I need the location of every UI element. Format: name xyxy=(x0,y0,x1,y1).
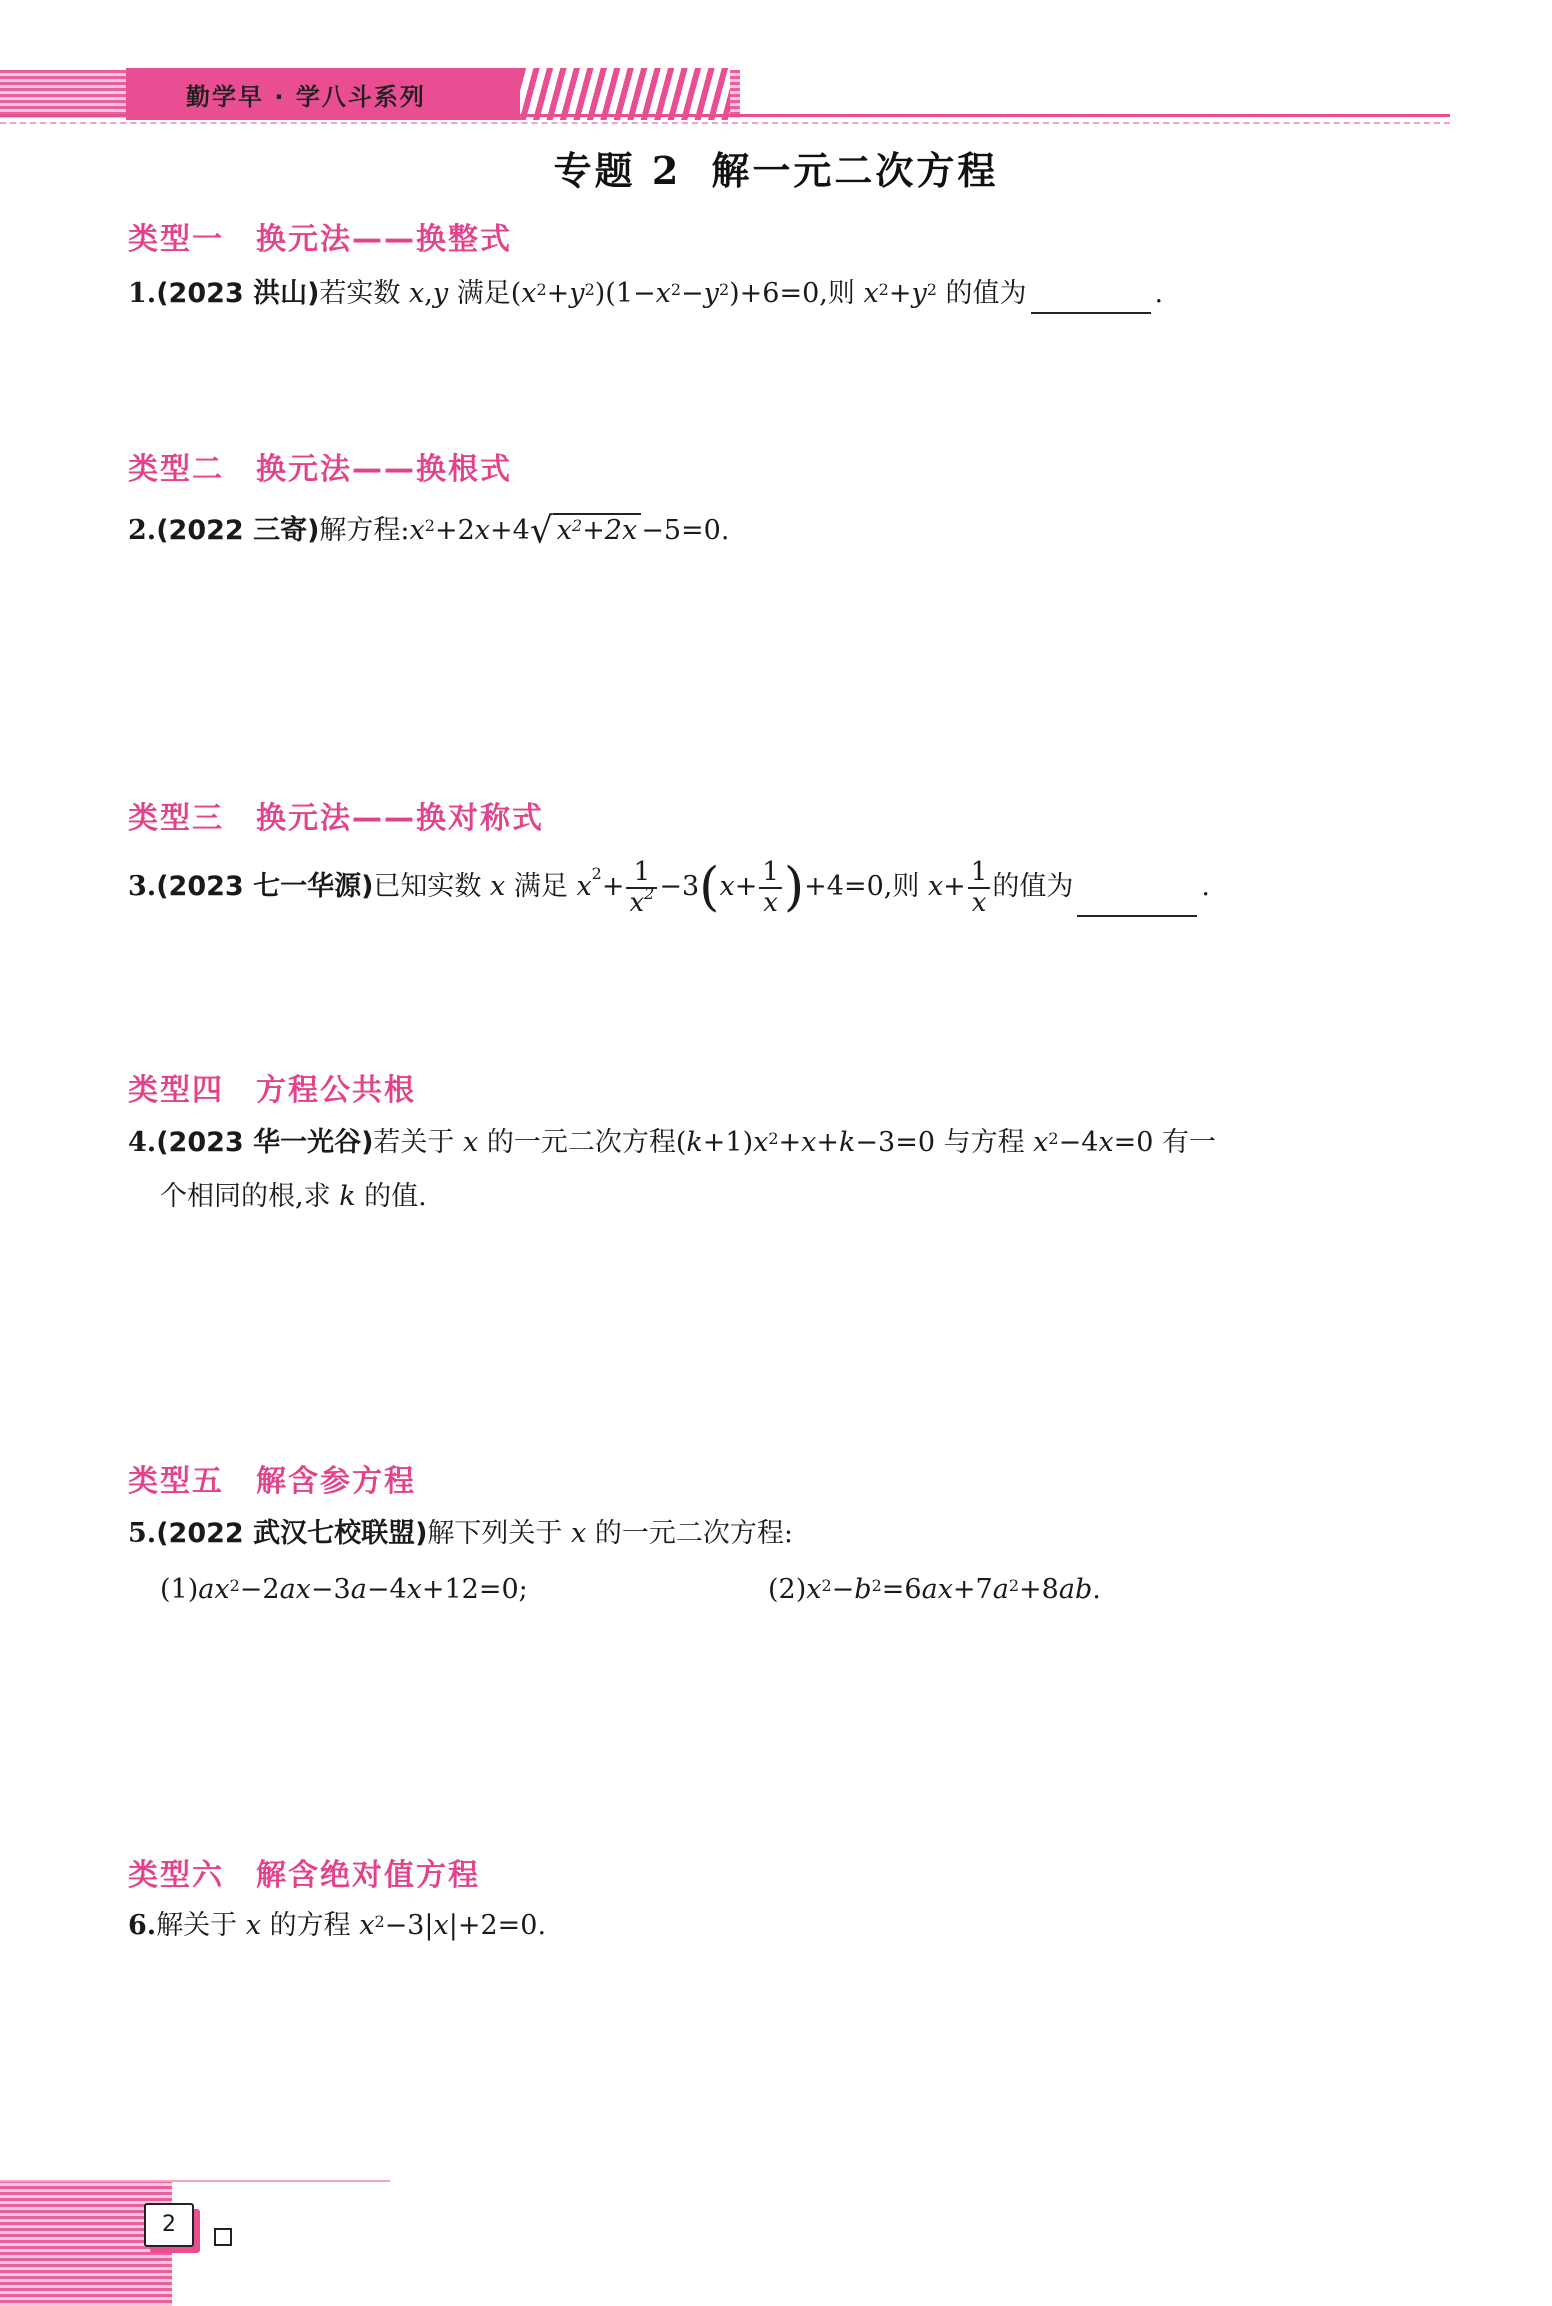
section-type: 类型二 xyxy=(128,452,224,487)
section-type: 类型三 xyxy=(128,801,224,836)
problem-number: 5. xyxy=(128,1518,157,1549)
problem-source: (2023 华一光谷) xyxy=(156,1127,374,1158)
problem-number: 3. xyxy=(128,871,157,903)
problem-text: 的一元二次方程: xyxy=(594,1518,793,1549)
section-heading-2 xyxy=(128,444,512,488)
section-name: 换元法——换对称式 xyxy=(256,801,544,836)
problem-text: 个相同的根,求 xyxy=(160,1181,331,1212)
problem-text: 满足 xyxy=(456,278,511,309)
problem-number: 4. xyxy=(128,1127,157,1158)
series-banner xyxy=(126,68,526,120)
section-heading-5 xyxy=(128,1456,416,1500)
problem-text: 若实数 xyxy=(319,278,401,309)
section-heading-6 xyxy=(128,1850,480,1894)
title-main: 解一元二次方程 xyxy=(711,148,999,193)
problem-5-part-2: $(2)x^2-b^2=6ax+7a^2+8ab$. xyxy=(768,1574,1101,1605)
header-rule xyxy=(0,114,1450,117)
section-name: 解含绝对值方程 xyxy=(256,1858,480,1893)
problem-text: 已知实数 xyxy=(373,871,482,903)
problem-5-part-1: $(1)ax^2-2ax-3a-4x+12=0$; xyxy=(160,1574,528,1605)
problem-text: 若关于 xyxy=(373,1127,455,1158)
page-title xyxy=(0,140,1552,195)
sub-label: (2) xyxy=(768,1574,807,1605)
section-name: 换元法——换根式 xyxy=(256,452,512,487)
problem-source: (2023 洪山) xyxy=(156,278,320,309)
page-number: 2 xyxy=(144,2203,194,2247)
problem-4-line2: 个相同的根,求 k 的值. xyxy=(160,1181,427,1212)
problem-1: 1.(2023 洪山)若实数 x,y 满足$(x^2+y^2)(1-x^2-y^2)+6=0$,则 $x^2+y^2$ 的值为 . xyxy=(128,274,1163,314)
fraction: $\frac{1}{x}$ xyxy=(759,858,782,917)
fraction: $\frac{1}{x}$ xyxy=(968,858,991,917)
section-type: 类型四 xyxy=(128,1073,224,1108)
section-name: 换元法——换整式 xyxy=(256,222,512,257)
problem-text: 满足 xyxy=(513,871,568,903)
section-name: 解含参方程 xyxy=(256,1464,416,1499)
section-heading-3 xyxy=(128,793,544,837)
problem-text: 解关于 xyxy=(156,1910,238,1941)
section-heading-1 xyxy=(128,214,512,258)
problem-text: 则 xyxy=(827,278,855,309)
problem-number: 2. xyxy=(128,515,157,546)
problem-text: 的方程 xyxy=(269,1910,351,1941)
sub-label: (1) xyxy=(160,1574,199,1605)
section-type: 类型五 xyxy=(128,1464,224,1499)
problem-number: 6. xyxy=(128,1910,157,1941)
section-type: 类型一 xyxy=(128,222,224,257)
sqrt-expression: √ $x^2+2x$ xyxy=(530,510,641,552)
problem-text: 则 xyxy=(892,871,920,903)
title-prefix: 专题 2 xyxy=(553,148,682,193)
footer-rule xyxy=(0,2180,390,2182)
problem-6: 6.解关于 x 的方程 $x^2-3|x|+2=0$. xyxy=(128,1910,547,1941)
problem-text: 的值为 xyxy=(945,278,1027,309)
header-slash-decoration xyxy=(520,68,730,120)
problem-text: 解方程: xyxy=(319,515,410,546)
problem-text: 的值为 xyxy=(992,871,1074,903)
fraction: $\frac{1}{x^2}$ xyxy=(626,858,657,917)
section-type: 类型六 xyxy=(128,1858,224,1893)
problem-number: 1. xyxy=(128,278,157,309)
section-name: 方程公共根 xyxy=(256,1073,416,1108)
problem-text: 有一 xyxy=(1162,1127,1217,1158)
problem-2: 2.(2022 三寄)解方程$:x^2+2x+4√$ $x^2+2x -5=0$. xyxy=(128,510,730,552)
series-name: 勤学早 · 学八斗系列 xyxy=(186,82,426,111)
header-dashed-rule xyxy=(0,122,1450,124)
problem-source: (2023 七一华源) xyxy=(156,871,374,903)
problem-4: 4.(2023 华一光谷)若关于 x 的一元二次方程$(k+1)x^2+x+k-3=0$ 与方程 $x^2-4x=0$ 有一 xyxy=(128,1127,1217,1158)
problem-text: 与方程 xyxy=(943,1127,1025,1158)
problem-text: 的值. xyxy=(364,1181,427,1212)
answer-blank[interactable] xyxy=(1077,887,1197,917)
problem-5: 5.(2022 武汉七校联盟)解下列关于 x 的一元二次方程: xyxy=(128,1518,793,1549)
problem-text: 解下列关于 xyxy=(427,1518,563,1549)
answer-blank[interactable] xyxy=(1031,284,1151,314)
problem-source: (2022 武汉七校联盟) xyxy=(156,1518,428,1549)
problem-source: (2022 三寄) xyxy=(156,515,320,546)
square-icon xyxy=(214,2228,232,2246)
problem-text: 的一元二次方程 xyxy=(486,1127,676,1158)
section-heading-4 xyxy=(128,1065,416,1109)
problem-3: 3.(2023 七一华源)已知实数 x 满足 $x^2+$ $\frac{1}{x^2}$ −3(x+ $\frac{1}{x}$ )+4=0,则 x+ $\frac{1}{x}$ 的值为 . xyxy=(128,857,1210,918)
